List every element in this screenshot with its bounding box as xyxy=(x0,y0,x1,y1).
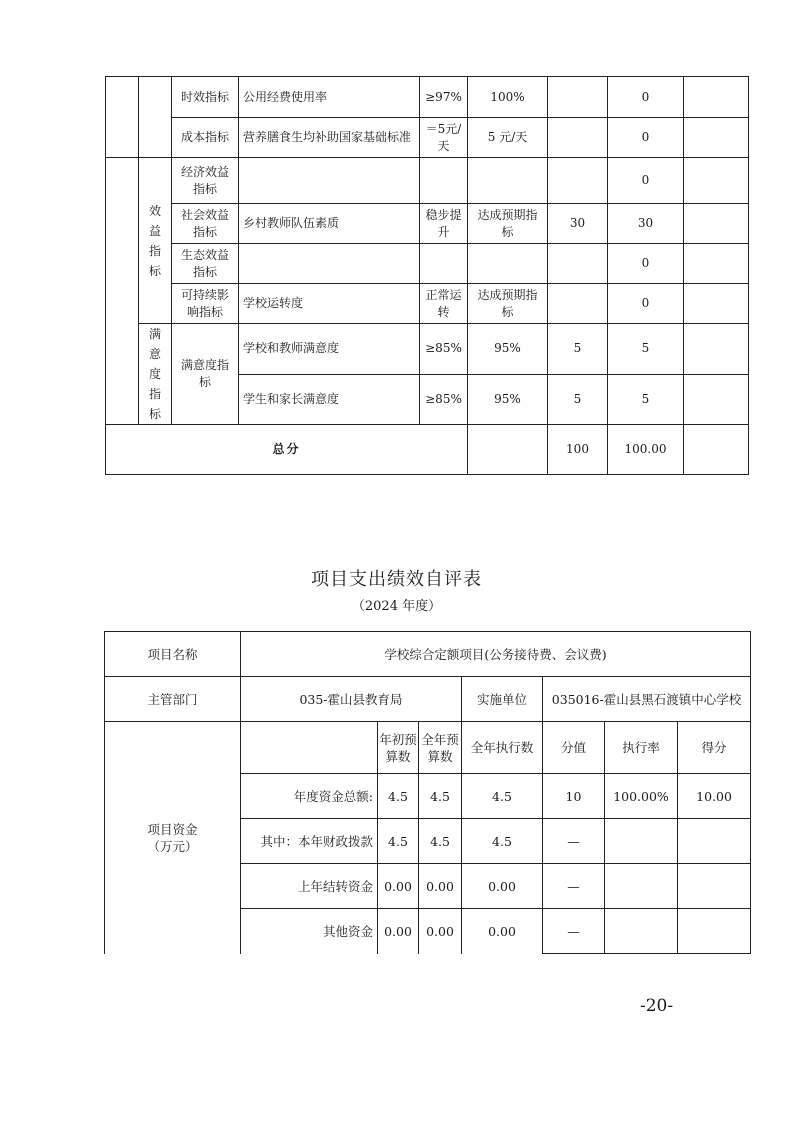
impl-label: 实施单位 xyxy=(462,677,543,722)
blank-cell xyxy=(139,77,172,158)
col-header-executed: 全年执行数 xyxy=(462,722,543,774)
vertical-label-char: 满 xyxy=(148,327,161,341)
cell-executed: 4.5 xyxy=(462,774,543,819)
indicator-item: 学校和教师满意度 xyxy=(239,324,420,375)
vertical-label-text xyxy=(139,324,171,424)
indicator-item xyxy=(239,158,420,204)
col-header-rate: 执行率 xyxy=(605,722,678,774)
cell-initial: 4.5 xyxy=(378,774,419,819)
funds-label-text: 项目资金（万元） xyxy=(147,821,198,854)
cell-rate: 100.00% xyxy=(605,774,678,819)
cell-weight: — xyxy=(543,864,605,909)
vertical-label-char: 度 xyxy=(148,367,161,381)
indicator-actual: 100% xyxy=(468,77,548,118)
col-header-weight: 分值 xyxy=(543,722,605,774)
row-label: 上年结转资金 xyxy=(241,864,378,909)
row-label: 其中：本年财政拨款 xyxy=(241,819,378,864)
indicator-note xyxy=(684,374,749,425)
indicator-label: 生态效益指标 xyxy=(172,244,239,284)
vertical-label-char: 指 xyxy=(148,243,161,258)
cell-executed: 4.5 xyxy=(462,819,543,864)
table-row xyxy=(106,158,749,204)
indicator-label: 社会效益指标 xyxy=(172,204,239,244)
cell-initial: 4.5 xyxy=(378,819,419,864)
indicator-note xyxy=(684,77,749,118)
cell-score xyxy=(678,909,751,954)
indicator-score: 0 xyxy=(608,77,684,118)
indicator-item: 乡村教师队伍素质 xyxy=(239,204,420,244)
vertical-label-char: 标 xyxy=(148,263,161,278)
cell-rate xyxy=(605,819,678,864)
indicator-weight xyxy=(548,118,608,158)
indicator-label: 成本指标 xyxy=(172,118,239,158)
col-header-initial: 年初预算数 xyxy=(378,722,419,774)
cell-annual: 4.5 xyxy=(419,774,462,819)
col-header-score: 得分 xyxy=(678,722,751,774)
indicator-score: 0 xyxy=(608,158,684,204)
cell-rate xyxy=(605,909,678,954)
total-weight: 100 xyxy=(548,425,608,475)
indicator-note xyxy=(684,158,749,204)
page-subtitle: （2024 年度） xyxy=(351,599,442,614)
indicator-actual: 达成预期指标 xyxy=(468,204,548,244)
vertical-label-text xyxy=(139,201,171,281)
total-label: 总分 xyxy=(106,425,468,475)
indicator-weight xyxy=(548,158,608,204)
row-label: 年度资金总额: xyxy=(241,774,378,819)
cell-rate xyxy=(605,864,678,909)
indicator-table xyxy=(105,76,749,475)
blank-cell xyxy=(241,722,378,774)
indicator-score: 0 xyxy=(608,284,684,324)
blank-cell xyxy=(106,77,139,158)
vertical-label-char: 标 xyxy=(148,407,161,421)
blank-cell xyxy=(106,158,139,425)
indicator-score: 0 xyxy=(608,244,684,284)
table-row xyxy=(106,204,749,244)
blank-cell xyxy=(684,425,749,475)
indicator-score: 5 xyxy=(608,324,684,375)
indicator-target xyxy=(420,158,468,204)
indicator-target: ＝5元/天 xyxy=(420,118,468,158)
indicator-label: 可持续影响指标 xyxy=(172,284,239,324)
indicator-target: 稳步提升 xyxy=(420,204,468,244)
satisfaction-group-label xyxy=(139,324,172,425)
table-row xyxy=(106,244,749,284)
cell-initial: 0.00 xyxy=(378,864,419,909)
table-row xyxy=(106,77,749,118)
indicator-item: 学生和家长满意度 xyxy=(239,374,420,425)
blank-cell xyxy=(468,425,548,475)
indicator-note xyxy=(684,204,749,244)
table-row xyxy=(105,632,751,677)
cell-initial: 0.00 xyxy=(378,909,419,954)
project-name-value: 学校综合定额项目(公务接待费、会议费) xyxy=(241,632,751,677)
total-score: 100.00 xyxy=(608,425,684,475)
indicator-note xyxy=(684,244,749,284)
indicator-weight: 5 xyxy=(548,324,608,375)
funds-label xyxy=(105,722,241,954)
vertical-label-char: 益 xyxy=(148,223,161,238)
vertical-label-char: 效 xyxy=(148,203,161,218)
table-row xyxy=(106,284,749,324)
page-number: -20- xyxy=(640,996,674,1016)
table-row xyxy=(106,118,749,158)
indicator-target: ≥85% xyxy=(420,324,468,375)
cell-annual: 0.00 xyxy=(419,864,462,909)
total-row xyxy=(106,425,749,475)
indicator-label: 经济效益指标 xyxy=(172,158,239,204)
dept-label: 主管部门 xyxy=(105,677,241,722)
cell-executed: 0.00 xyxy=(462,909,543,954)
indicator-item xyxy=(239,244,420,284)
indicator-score: 30 xyxy=(608,204,684,244)
vertical-label-char: 指 xyxy=(148,387,161,401)
cell-weight: — xyxy=(543,909,605,954)
benefit-group-label xyxy=(139,158,172,324)
header-row xyxy=(105,722,751,774)
indicator-weight: 30 xyxy=(548,204,608,244)
indicator-note xyxy=(684,324,749,375)
indicator-target xyxy=(420,244,468,284)
indicator-note xyxy=(684,284,749,324)
cell-weight: 10 xyxy=(543,774,605,819)
col-header-annual: 全年预算数 xyxy=(419,722,462,774)
indicator-actual xyxy=(468,158,548,204)
indicator-weight xyxy=(548,284,608,324)
table-row xyxy=(105,677,751,722)
indicator-target: 正常运转 xyxy=(420,284,468,324)
indicator-score: 0 xyxy=(608,118,684,158)
indicator-item: 营养膳食生均补助国家基础标准 xyxy=(239,118,420,158)
impl-value: 035016-霍山县黑石渡镇中心学校 xyxy=(543,677,751,722)
indicator-item: 公用经费使用率 xyxy=(239,77,420,118)
indicator-actual: 95% xyxy=(468,374,548,425)
indicator-target: ≥97% xyxy=(420,77,468,118)
cell-annual: 4.5 xyxy=(419,819,462,864)
cell-score: 10.00 xyxy=(678,774,751,819)
dept-value: 035-霍山县教育局 xyxy=(241,677,462,722)
indicator-label: 时效指标 xyxy=(172,77,239,118)
cell-score xyxy=(678,819,751,864)
indicator-actual xyxy=(468,244,548,284)
indicator-weight: 5 xyxy=(548,374,608,425)
indicator-weight xyxy=(548,77,608,118)
project-name-label: 项目名称 xyxy=(105,632,241,677)
cell-executed: 0.00 xyxy=(462,864,543,909)
indicator-score: 5 xyxy=(608,374,684,425)
indicator-actual: 达成预期指标 xyxy=(468,284,548,324)
indicator-target: ≥85% xyxy=(420,374,468,425)
project-table xyxy=(104,631,751,954)
row-label: 其他资金 xyxy=(241,909,378,954)
cell-weight: — xyxy=(543,819,605,864)
indicator-actual: 5 元/天 xyxy=(468,118,548,158)
indicator-actual: 95% xyxy=(468,324,548,375)
indicator-item: 学校运转度 xyxy=(239,284,420,324)
indicator-note xyxy=(684,118,749,158)
indicator-weight xyxy=(548,244,608,284)
table-row xyxy=(106,324,749,375)
vertical-label-char: 意 xyxy=(148,347,161,361)
indicator-label: 满意度指标 xyxy=(172,324,239,425)
page-title: 项目支出绩效自评表 xyxy=(311,569,482,590)
cell-score xyxy=(678,864,751,909)
cell-annual: 0.00 xyxy=(419,909,462,954)
